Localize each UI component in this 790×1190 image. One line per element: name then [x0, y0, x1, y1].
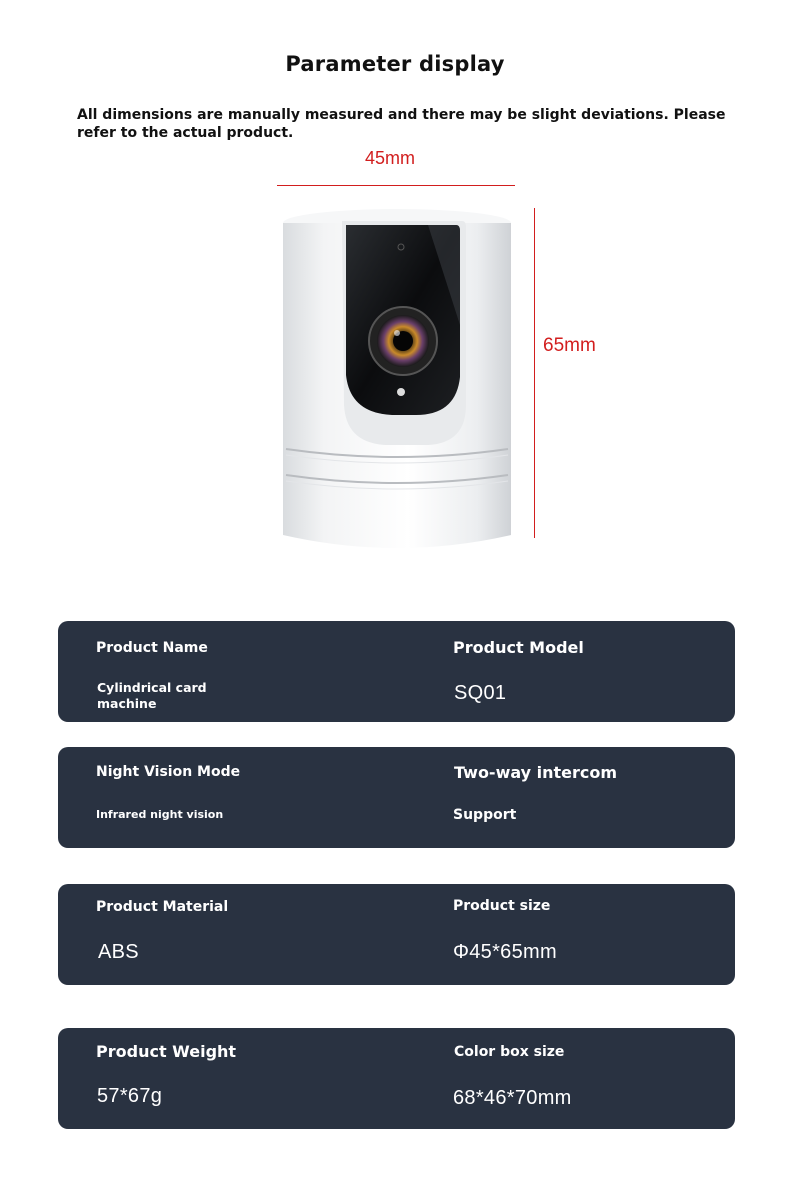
- spec-card-name-model: [58, 621, 735, 722]
- night-vision-mode-label: Night Vision Mode: [96, 764, 241, 780]
- product-weight-label: Product Weight: [96, 1042, 237, 1061]
- measurement-note: All dimensions are manually measured and there may be slight deviations. Please refer to the actual product.: [77, 107, 726, 141]
- color-box-size-value: 68*46*70mm: [453, 1087, 572, 1109]
- spec-card-material-size: [58, 884, 735, 985]
- product-model-label: Product Model: [453, 638, 584, 657]
- height-dimension-line: [534, 208, 535, 538]
- page-title: Parameter display: [285, 52, 505, 76]
- width-dimension-line: [277, 185, 515, 186]
- spec-card-night-vision-intercom: [58, 747, 735, 848]
- product-model-value: SQ01: [454, 682, 507, 704]
- color-box-size-label: Color box size: [454, 1044, 565, 1060]
- product-size-value: Φ45*65mm: [453, 941, 557, 963]
- camera-product-image: [280, 205, 515, 555]
- product-name-value: Cylindrical card machine: [97, 680, 207, 711]
- width-dimension-label: 45mm: [364, 148, 415, 168]
- product-material-label: Product Material: [96, 899, 229, 915]
- two-way-intercom-value: Support: [453, 807, 517, 823]
- height-dimension-label: 65mm: [543, 335, 596, 356]
- product-weight-value: 57*67g: [97, 1085, 163, 1107]
- product-name-label: Product Name: [96, 640, 208, 656]
- product-material-value: ABS: [98, 941, 139, 963]
- two-way-intercom-label: Two-way intercom: [454, 763, 618, 782]
- product-size-label: Product size: [453, 898, 551, 914]
- night-vision-mode-value: Infrared night vision: [96, 808, 224, 821]
- spec-card-weight-box-size: [58, 1028, 735, 1129]
